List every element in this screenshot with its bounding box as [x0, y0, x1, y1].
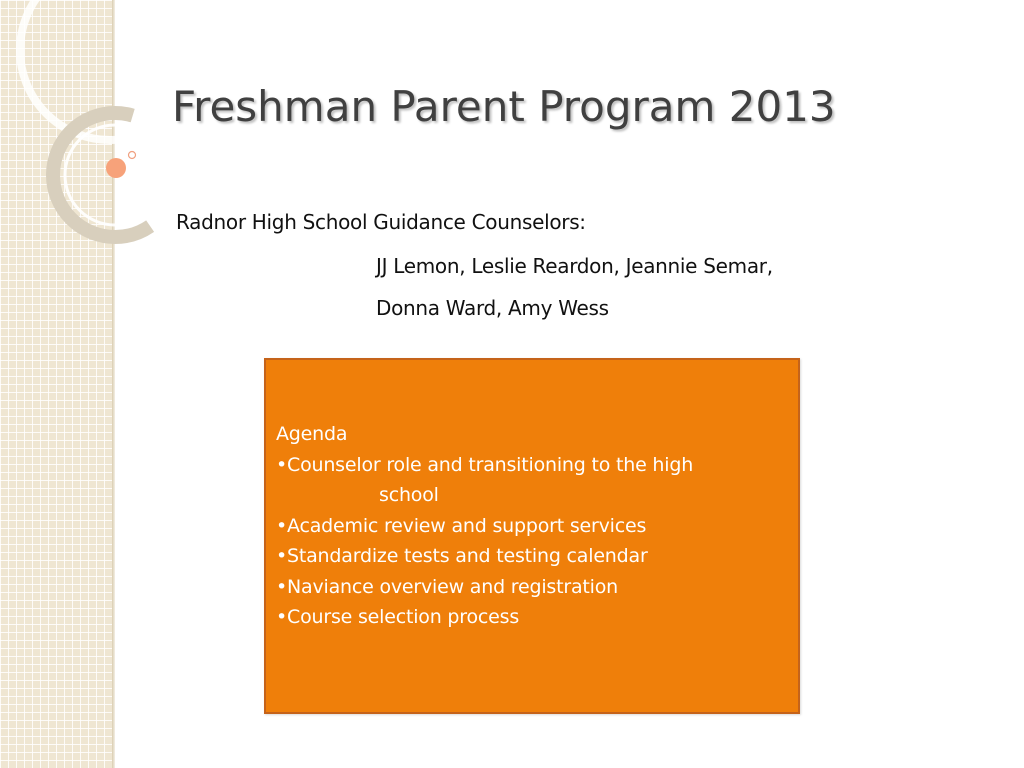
agenda-item: •Standardize tests and testing calendar	[276, 545, 648, 567]
counselor-names-line-2: Donna Ward, Amy Wess	[376, 296, 609, 320]
counselor-names-line-1: JJ Lemon, Leslie Reardon, Jeannie Semar,	[376, 254, 773, 278]
agenda-item: •Course selection process	[276, 606, 520, 628]
agenda-box	[264, 358, 800, 714]
agenda-item: •Naviance overview and registration	[276, 575, 619, 598]
agenda-item: •Academic review and support services	[276, 514, 647, 537]
agenda-item: •Counselor role and transitioning to the high	[276, 453, 694, 476]
agenda-item-continuation: school	[379, 484, 439, 506]
small-ring-icon	[129, 152, 136, 159]
counselors-heading: Radnor High School Guidance Counselors:	[176, 210, 586, 234]
strip-edge-divider	[112, 0, 115, 768]
slide-title: Freshman Parent Program 2013	[172, 82, 836, 131]
agenda-content	[276, 419, 693, 633]
decorative-grid-strip	[0, 0, 112, 768]
agenda-heading: Agenda	[276, 423, 348, 445]
